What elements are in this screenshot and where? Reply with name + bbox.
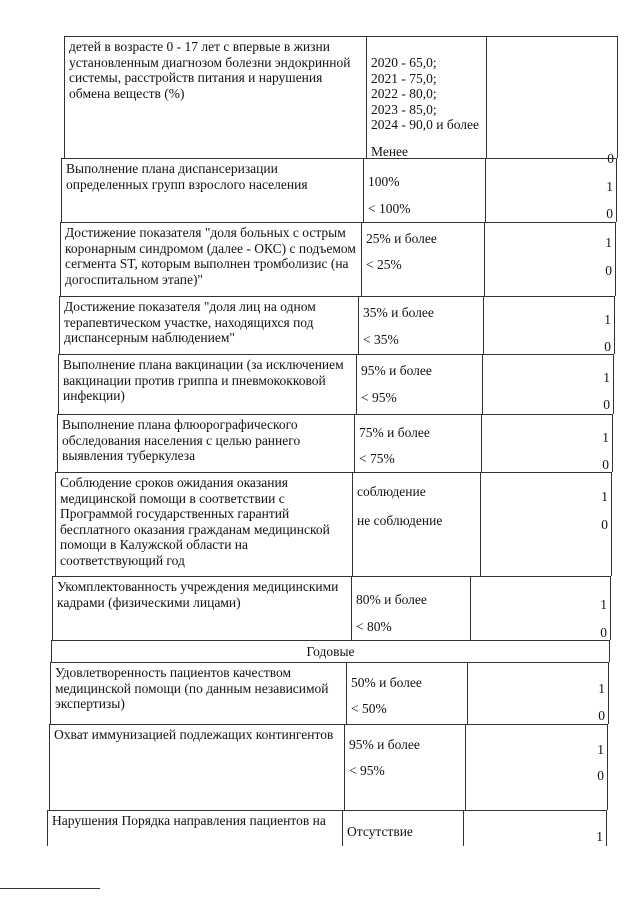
score-cell bbox=[463, 810, 607, 846]
condition-text: < 25% bbox=[366, 257, 402, 272]
score-value: 0 bbox=[603, 397, 610, 412]
criterion-cell: Охват иммунизацией подлежащих контингентов bbox=[49, 724, 344, 810]
conditions-cell bbox=[352, 472, 480, 576]
score-value: 1 bbox=[603, 370, 610, 385]
score-cell bbox=[483, 296, 615, 354]
condition-text: 25% и более bbox=[366, 231, 437, 246]
section-header bbox=[51, 640, 610, 662]
criterion-cell: Нарушения Порядка направления пациентов на bbox=[47, 810, 342, 846]
score-value: 0 bbox=[605, 263, 612, 278]
score-value: 0 bbox=[601, 517, 608, 532]
score-value: 1 bbox=[605, 235, 612, 250]
conditions-cell bbox=[366, 36, 486, 158]
criterion-cell: Выполнение плана диспансеризации определенных групп взрослого населения bbox=[61, 158, 363, 222]
condition-text: < 35% bbox=[363, 332, 399, 347]
condition-text: Менее bbox=[371, 144, 409, 159]
condition-text: < 80% bbox=[356, 619, 392, 634]
criterion-cell: Достижение показателя "доля лиц на одном терапевтическом участке, находящихся под диспансерным наблюдением" bbox=[59, 296, 358, 354]
score-value: 1 bbox=[600, 597, 607, 612]
conditions-cell bbox=[356, 354, 482, 414]
score-value: 0 bbox=[602, 457, 609, 472]
conditions-cell bbox=[346, 662, 467, 724]
condition-text: < 75% bbox=[359, 451, 395, 466]
score-cell bbox=[467, 662, 609, 724]
section-title: Годовые bbox=[306, 644, 355, 659]
condition-text: соблюдение bbox=[357, 484, 426, 499]
criterion-cell: Выполнение плана вакцинации (за исключением вакцинации против гриппа и пневмококковой инфекции) bbox=[58, 354, 356, 414]
score-value: 1 bbox=[606, 179, 613, 194]
conditions-cell bbox=[342, 810, 463, 846]
conditions-cell bbox=[361, 222, 484, 296]
criterion-cell: Достижение показателя "доля больных с острым коронарным синдромом (далее - ОКС) с подъемом сегмента ST, которым выполнен тромболизис (на догоспитальном этапе)" bbox=[60, 222, 361, 296]
conditions-cell bbox=[344, 724, 465, 810]
condition-text: 50% и более bbox=[351, 675, 422, 690]
score-cell bbox=[486, 36, 618, 166]
condition-text: < 100% bbox=[368, 201, 411, 216]
score-value: 0 bbox=[607, 151, 614, 166]
score-cell bbox=[485, 158, 617, 222]
score-value: 0 bbox=[600, 625, 607, 640]
conditions-cell bbox=[354, 414, 481, 472]
score-value: 1 bbox=[601, 489, 608, 504]
condition-text: 80% и более bbox=[356, 592, 427, 607]
condition-text: не соблюдение bbox=[357, 513, 443, 528]
criterion-cell: Удовлетворенность пациентов качеством медицинской помощи (по данным независимой экспертизы) bbox=[50, 662, 346, 724]
score-value: 0 bbox=[604, 339, 611, 354]
score-value: 0 bbox=[598, 708, 605, 723]
criterion-cell: Укомплектованность учреждения медицинскими кадрами (физическими лицами) bbox=[52, 576, 351, 640]
footnote-separator bbox=[0, 888, 100, 889]
condition-text: 75% и более bbox=[359, 425, 430, 440]
condition-text: 95% и более bbox=[361, 363, 432, 378]
score-value: 0 bbox=[606, 206, 613, 221]
criterion-cell: Соблюдение сроков ожидания оказания медицинской помощи в соответствии с Программой государственных гарантий бесплатного оказания гражданам медицинской помощи в Калужской области на соответствующий год bbox=[55, 472, 352, 576]
condition-text: 95% и более bbox=[349, 737, 420, 752]
condition-text: 100% bbox=[368, 174, 400, 189]
score-value: 0 bbox=[597, 768, 604, 783]
criterion-cell: детей в возрасте 0 - 17 лет с впервые в жизни установленным диагнозом болезни эндокринной системы, расстройств питания и нарушения обмена веществ (%) bbox=[64, 36, 366, 158]
score-cell bbox=[481, 414, 613, 472]
score-value: 1 bbox=[602, 430, 609, 445]
score-cell bbox=[484, 222, 616, 296]
score-cell bbox=[482, 354, 614, 414]
criterion-cell: Выполнение плана флюорографического обследования населения с целью раннего выявления туберкулеза bbox=[57, 414, 354, 472]
condition-text: Отсутствие bbox=[347, 824, 413, 839]
conditions-cell bbox=[358, 296, 483, 354]
condition-text: < 95% bbox=[361, 390, 397, 405]
score-cell bbox=[480, 472, 612, 576]
score-cell bbox=[465, 724, 608, 810]
score-value: 1 bbox=[596, 829, 603, 844]
conditions-cell bbox=[363, 158, 485, 222]
conditions-cell bbox=[351, 576, 470, 640]
condition-text: < 50% bbox=[351, 701, 387, 716]
condition-text: 2020 - 65,0; 2021 - 75,0; 2022 - 80,0; 2023 - 85,0; 2024 - 90,0 и более bbox=[371, 55, 480, 132]
condition-text: < 95% bbox=[349, 763, 385, 778]
score-value: 1 bbox=[604, 312, 611, 327]
score-cell bbox=[470, 576, 611, 640]
score-value: 1 bbox=[598, 681, 605, 696]
score-value: 1 bbox=[597, 742, 604, 757]
condition-text: 35% и более bbox=[363, 305, 434, 320]
